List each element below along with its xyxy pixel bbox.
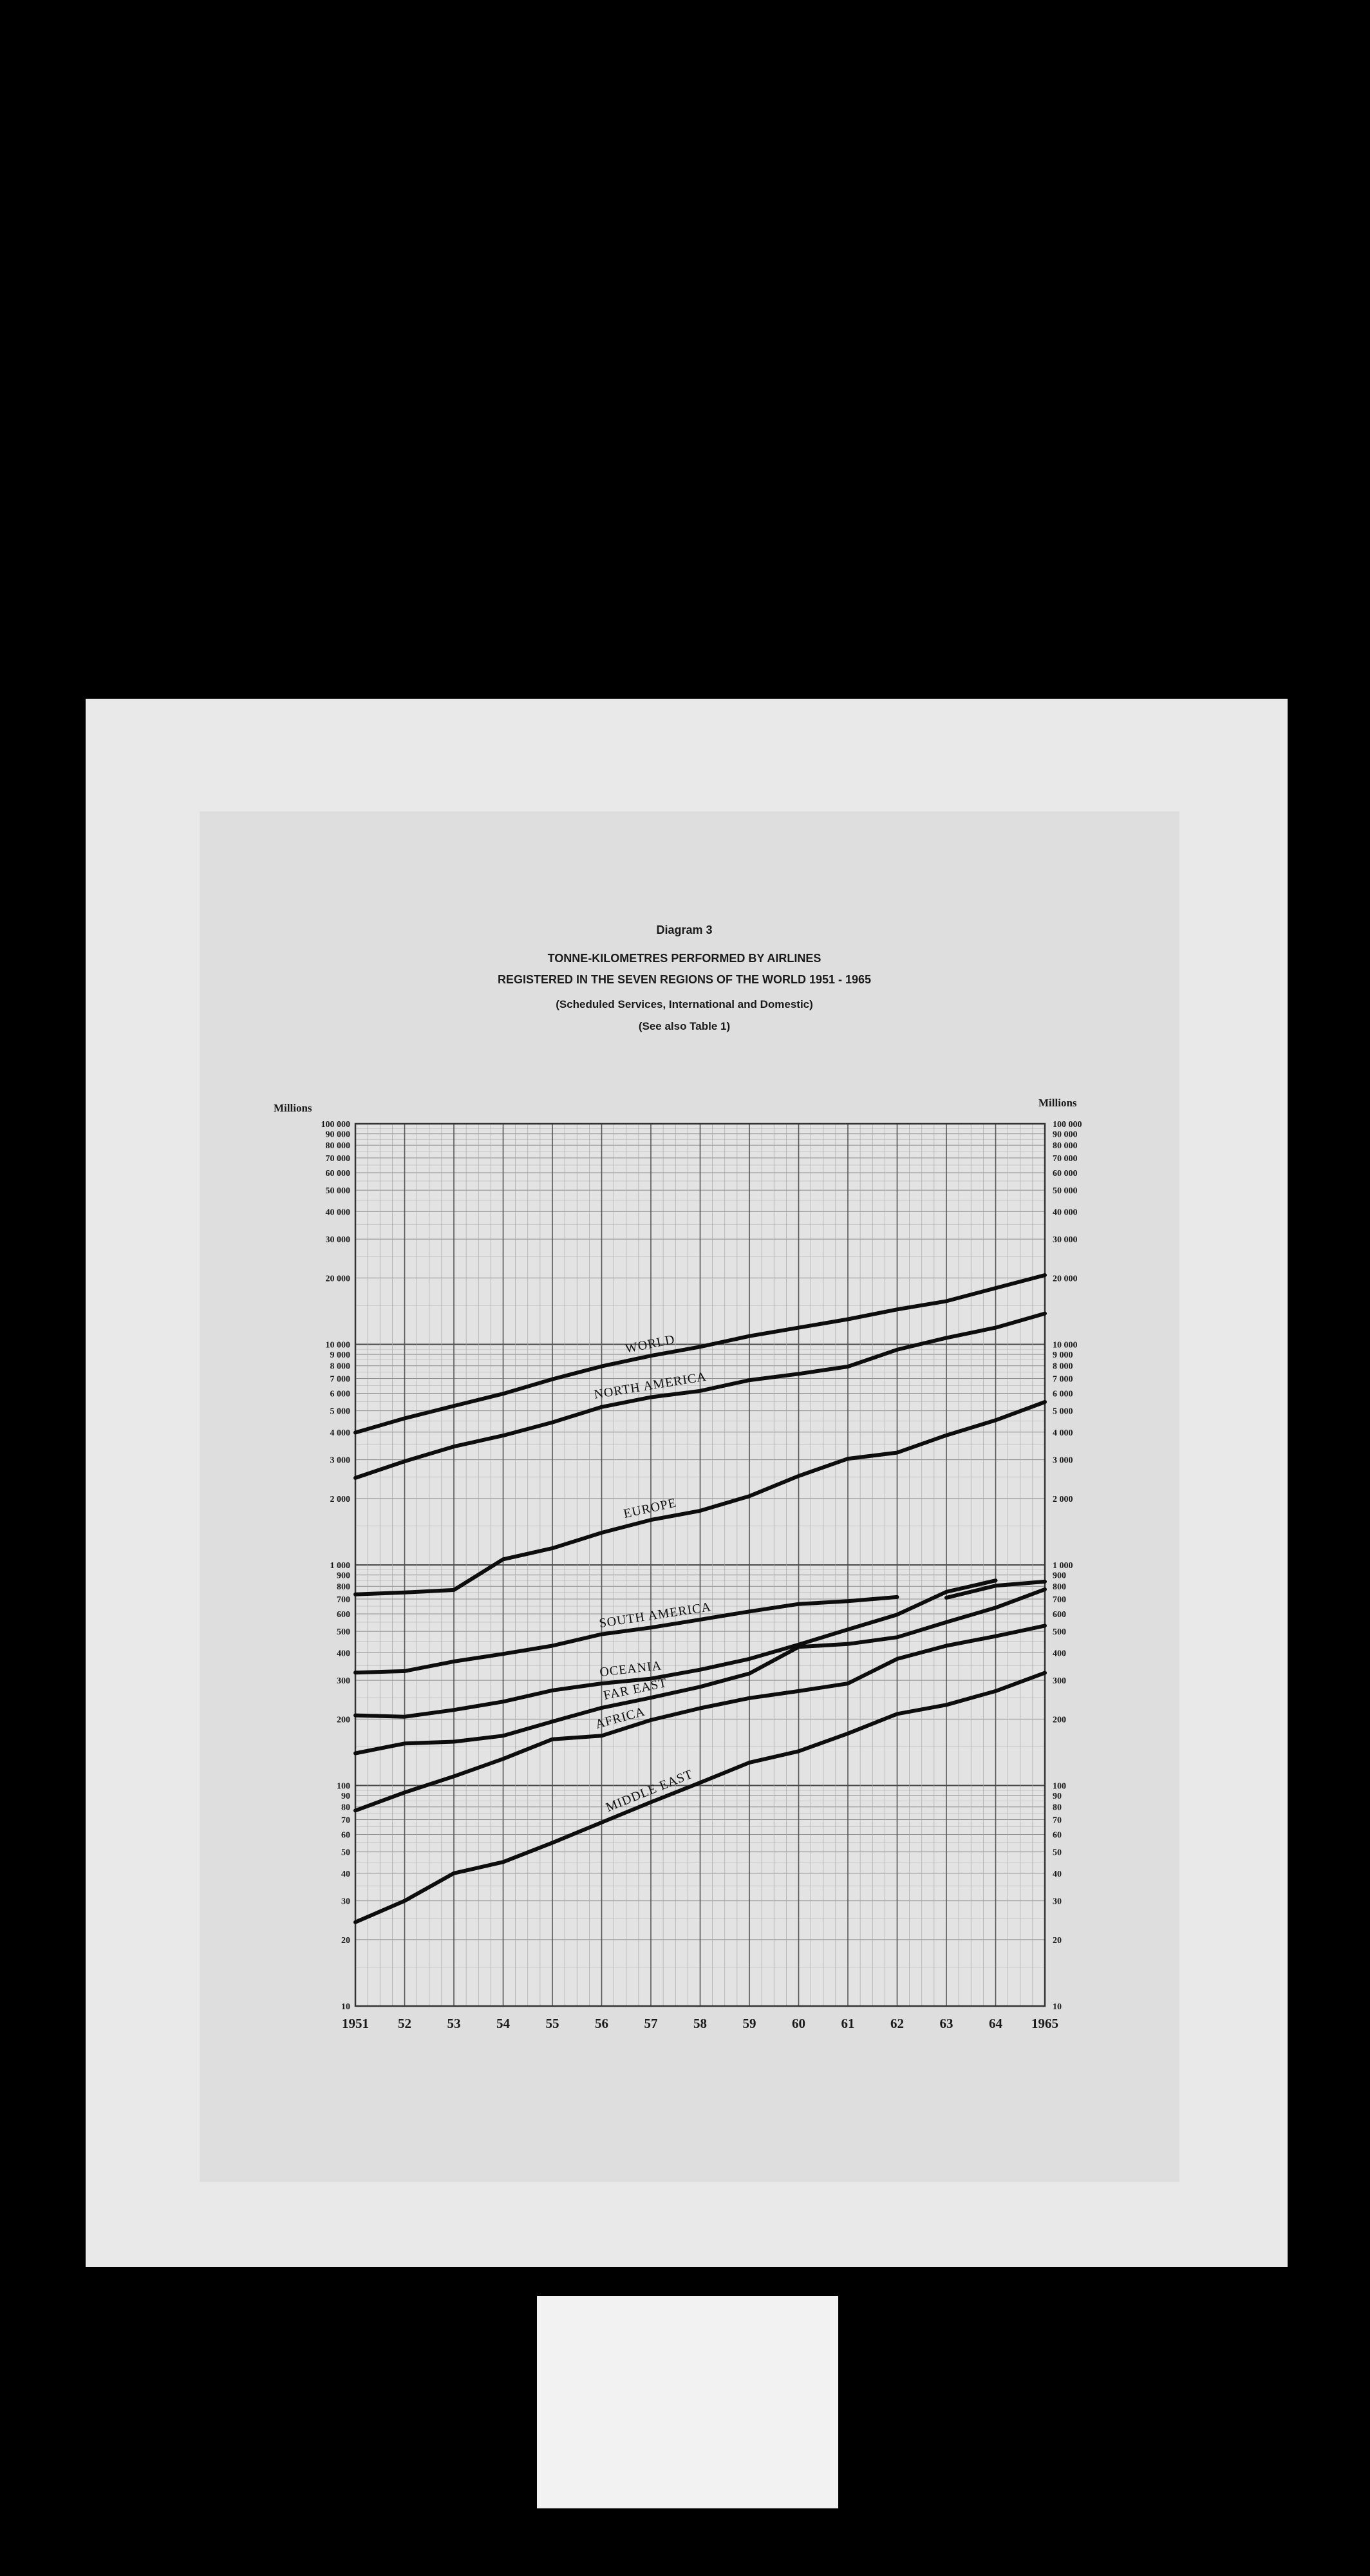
y-tick-label-left: 90 <box>341 1792 350 1802</box>
series-label: OCEANIA <box>599 1658 663 1680</box>
x-tick-label: 54 <box>496 2016 510 2031</box>
y-tick-label-right: 4 000 <box>1053 1428 1073 1438</box>
x-tick-label: 1951 <box>342 2016 369 2031</box>
x-tick-label: 61 <box>841 2016 855 2031</box>
y-tick-label-right: 60 000 <box>1053 1168 1078 1179</box>
y-unit-left: Millions <box>274 1102 312 1114</box>
y-tick-label-right: 100 <box>1053 1781 1066 1792</box>
series-label: NORTH AMERICA <box>593 1369 708 1402</box>
y-tick-label-left: 700 <box>337 1595 350 1605</box>
y-tick-labels-right <box>1053 1120 1082 2012</box>
series-label: AFRICA <box>594 1704 647 1732</box>
y-tick-label-left: 50 000 <box>325 1186 350 1197</box>
y-tick-label-left: 9 000 <box>330 1350 350 1361</box>
y-tick-label-right: 30 <box>1053 1897 1062 1907</box>
y-tick-label-left: 60 <box>341 1830 350 1841</box>
y-tick-label-right: 9 000 <box>1053 1350 1073 1361</box>
x-tick-label: 53 <box>447 2016 461 2031</box>
y-tick-label-left: 80 000 <box>325 1141 350 1151</box>
x-tick-label: 56 <box>595 2016 608 2031</box>
y-tick-label-right: 80 000 <box>1053 1141 1078 1151</box>
y-tick-label-right: 700 <box>1053 1595 1066 1605</box>
y-tick-label-right: 800 <box>1053 1582 1066 1593</box>
chart-title-line2: REGISTERED IN THE SEVEN REGIONS OF THE WORLD 1951 - 1965 <box>497 973 872 986</box>
series-label: FAR EAST <box>602 1676 669 1703</box>
y-tick-label-left: 300 <box>337 1676 350 1687</box>
y-tick-label-left: 90 000 <box>325 1130 350 1140</box>
y-tick-label-right: 500 <box>1053 1627 1066 1638</box>
y-tick-label-right: 3 000 <box>1053 1455 1073 1466</box>
series-label: SOUTH AMERICA <box>598 1600 713 1631</box>
y-tick-label-right: 40 <box>1053 1869 1062 1879</box>
y-tick-label-left: 900 <box>337 1571 350 1581</box>
x-tick-label: 58 <box>693 2016 707 2031</box>
y-tick-label-left: 10 000 <box>325 1340 350 1350</box>
y-tick-label-right: 10 000 <box>1053 1340 1078 1350</box>
y-tick-label-right: 7 000 <box>1053 1374 1073 1385</box>
y-tick-label-left: 20 000 <box>325 1274 350 1284</box>
chart-subtitle-note: (See also Table 1) <box>638 1020 731 1032</box>
x-tick-labels <box>342 2016 1058 2031</box>
y-tick-label-left: 400 <box>337 1649 350 1659</box>
y-tick-label-left: 8 000 <box>330 1361 350 1372</box>
y-tick-label-left: 6 000 <box>330 1389 350 1399</box>
chart-title-line1: TONNE-KILOMETRES PERFORMED BY AIRLINES <box>547 952 821 965</box>
y-tick-label-right: 90 000 <box>1053 1130 1078 1140</box>
y-tick-label-left: 7 000 <box>330 1374 350 1385</box>
y-tick-labels-left <box>321 1120 351 2012</box>
chart-subtitle: (Scheduled Services, International and Domestic) <box>556 998 813 1010</box>
y-tick-label-left: 100 <box>337 1781 350 1792</box>
y-tick-label-left: 30 000 <box>325 1235 350 1245</box>
y-tick-label-left: 70 000 <box>325 1154 350 1164</box>
y-tick-label-right: 60 <box>1053 1830 1062 1841</box>
y-tick-label-left: 1 000 <box>330 1561 350 1571</box>
series-label: MIDDLE EAST <box>603 1766 695 1815</box>
series-label: WORLD <box>624 1332 677 1356</box>
y-tick-label-right: 30 000 <box>1053 1235 1078 1245</box>
y-tick-label-left: 70 <box>341 1815 350 1826</box>
x-tick-label: 52 <box>398 2016 411 2031</box>
y-tick-label-right: 8 000 <box>1053 1361 1073 1372</box>
y-tick-label-right: 70 000 <box>1053 1154 1078 1164</box>
y-tick-label-right: 200 <box>1053 1715 1066 1725</box>
x-tick-label: 57 <box>644 2016 658 2031</box>
y-tick-label-left: 60 000 <box>325 1168 350 1179</box>
y-unit-right: Millions <box>1038 1097 1077 1109</box>
y-tick-label-left: 40 <box>341 1869 350 1879</box>
y-tick-label-right: 100 000 <box>1053 1120 1082 1130</box>
y-tick-label-right: 6 000 <box>1053 1389 1073 1399</box>
y-tick-label-right: 400 <box>1053 1649 1066 1659</box>
y-tick-label-right: 50 000 <box>1053 1186 1078 1197</box>
x-tick-label: 55 <box>545 2016 559 2031</box>
y-tick-label-left: 200 <box>337 1715 350 1725</box>
y-tick-label-right: 50 <box>1053 1848 1062 1858</box>
x-tick-label: 1965 <box>1031 2016 1058 2031</box>
y-tick-label-right: 5 000 <box>1053 1406 1073 1417</box>
y-tick-label-left: 500 <box>337 1627 350 1638</box>
y-tick-label-right: 40 000 <box>1053 1208 1078 1218</box>
y-tick-label-right: 900 <box>1053 1571 1066 1581</box>
y-tick-label-left: 80 <box>341 1803 350 1813</box>
y-tick-label-left: 40 000 <box>325 1208 350 1218</box>
y-tick-label-right: 90 <box>1053 1792 1062 1802</box>
y-tick-label-right: 10 <box>1053 2002 1062 2012</box>
y-tick-label-left: 3 000 <box>330 1455 350 1466</box>
y-tick-label-right: 600 <box>1053 1609 1066 1620</box>
y-tick-label-left: 2 000 <box>330 1494 350 1504</box>
y-tick-label-left: 100 000 <box>321 1120 350 1130</box>
y-tick-label-left: 20 <box>341 1935 350 1946</box>
y-tick-label-left: 30 <box>341 1897 350 1907</box>
y-tick-label-right: 70 <box>1053 1815 1062 1826</box>
y-tick-label-left: 4 000 <box>330 1428 350 1438</box>
y-tick-label-right: 20 <box>1053 1935 1062 1946</box>
y-tick-label-left: 800 <box>337 1582 350 1593</box>
y-tick-label-right: 1 000 <box>1053 1561 1073 1571</box>
x-tick-label: 60 <box>792 2016 805 2031</box>
y-tick-label-right: 300 <box>1053 1676 1066 1687</box>
x-tick-label: 62 <box>890 2016 904 2031</box>
y-tick-label-right: 2 000 <box>1053 1494 1073 1504</box>
y-tick-label-left: 50 <box>341 1848 350 1858</box>
y-tick-label-right: 80 <box>1053 1803 1062 1813</box>
x-tick-label: 63 <box>939 2016 953 2031</box>
y-tick-label-left: 5 000 <box>330 1406 350 1417</box>
y-tick-label-right: 20 000 <box>1053 1274 1078 1284</box>
diagram-number: Diagram 3 <box>656 923 713 936</box>
series-label: EUROPE <box>622 1495 678 1522</box>
y-tick-label-left: 10 <box>341 2002 350 2012</box>
y-tick-label-left: 600 <box>337 1609 350 1620</box>
x-tick-label: 64 <box>989 2016 1002 2031</box>
x-tick-label: 59 <box>742 2016 756 2031</box>
